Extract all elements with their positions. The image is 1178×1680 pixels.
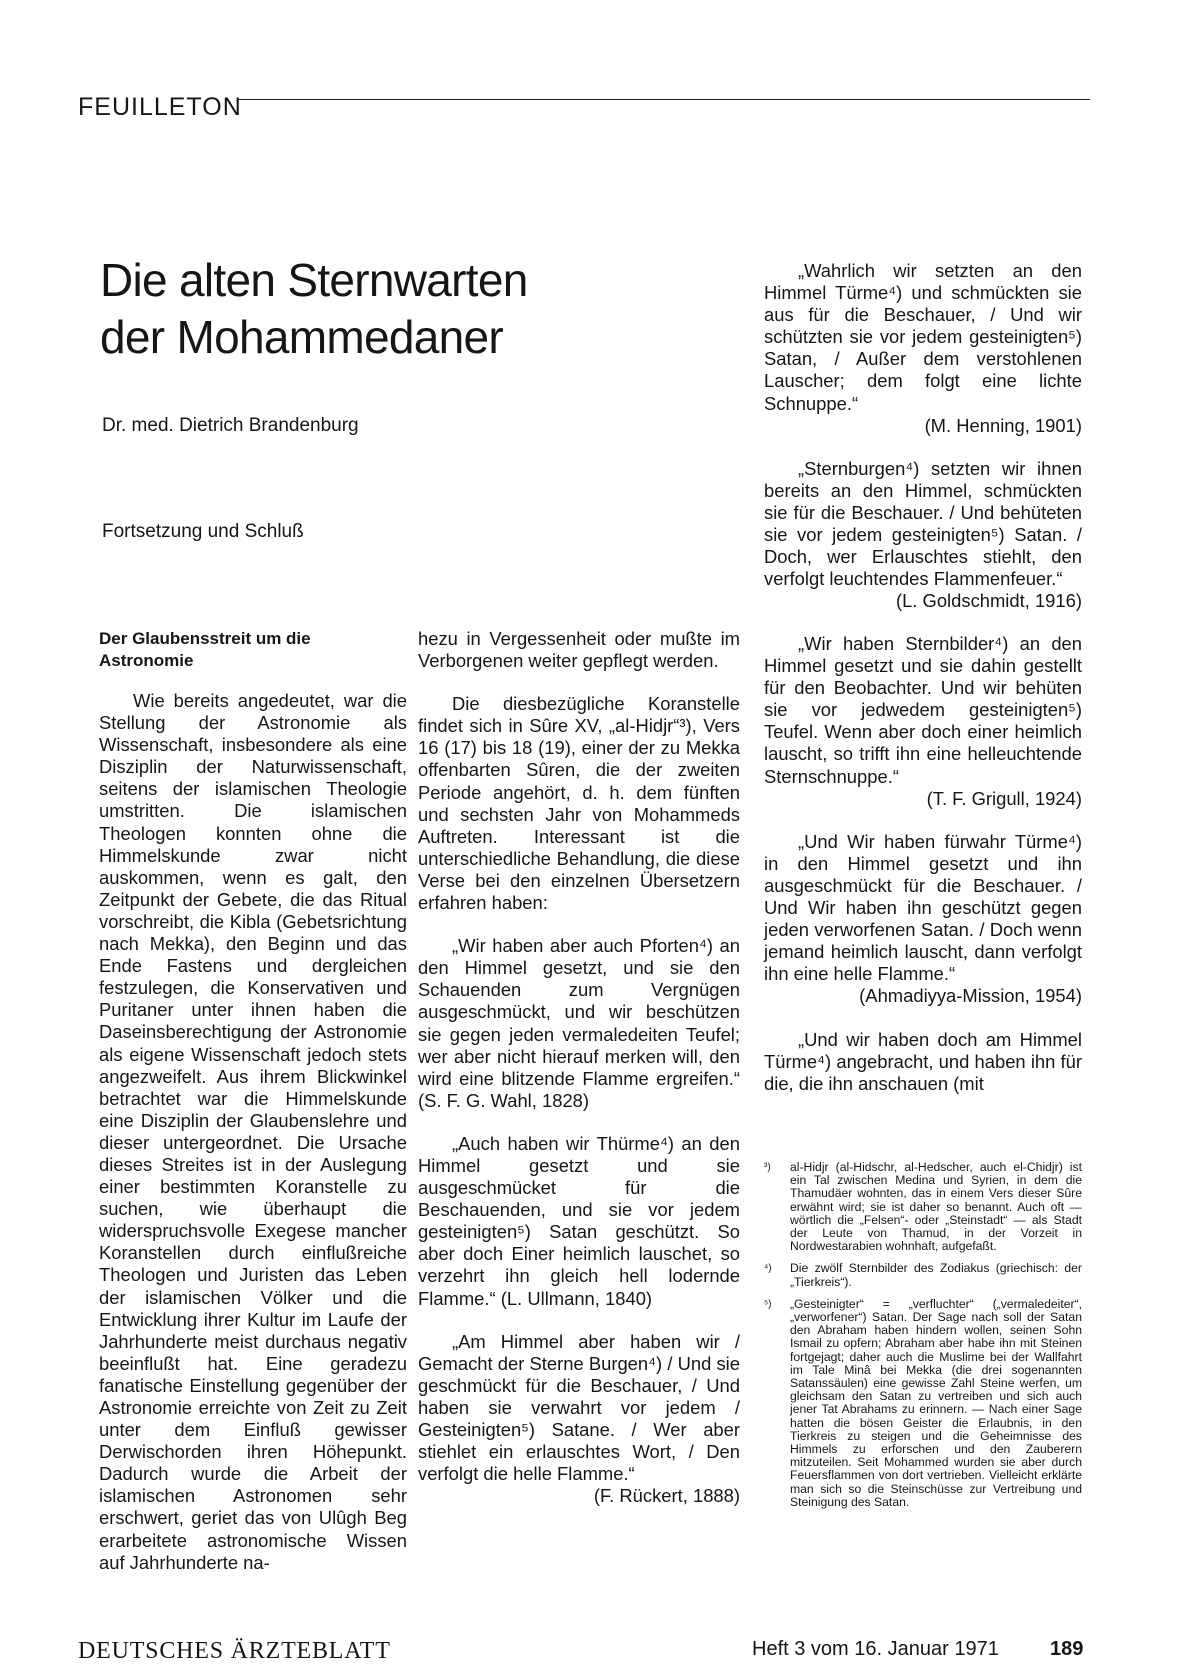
quotation: „Am Himmel aber haben wir / Gemacht der Sterne Burgen⁴) / Und sie geschmückt für die Beschauer, / Und haben sie verwahrt vor jedem / Gesteinigten⁵) Satane. / Wer aber stiehlet ein erlauschtes Wort, / Den verfolgt die helle Flamme.“ (418, 1330, 740, 1485)
article-title (100, 252, 660, 366)
text-column-2 (418, 628, 740, 1507)
paragraph: hezu in Vergessenheit oder mußte im Verborgenen weiter gepflegt werden. (418, 628, 740, 672)
footnote-mark: ⁵) (764, 1298, 772, 1310)
footnote (764, 1262, 1082, 1288)
footnote (764, 1161, 1082, 1253)
quotation: „Sternburgen⁴) setzten wir ihnen bereits an den Himmel, schmückten sie für die Beschauer. / Und behüteten sie vor jedem gesteinigten⁵) Satan. / Doch, wer Erlauschtes stiehlt, den verfolgt leuchtendes Flammenfeuer.“ (764, 457, 1082, 590)
footnote-text: „Gesteinigter“ = „verfluchter“ („vermaledeiter“, „verworfener“) Satan. Der Sage nach soll der Satan den Abraham haben hindern wollen, seinen Sohn Ismail zu opfern; Abraham aber habe ihn mit Steinen fortgejagt; daher auch die Muslime bei der Wallfahrt im Tale Minâ bei Mekka (die drei sogenannten Satanssäulen) eine gewisse Zahl Steine werfen, um gleichsam den Satan zu vertreiben und sich auch jener Tat Abrahams zu erinnern. — Nach einer Sage hatten die bösen Geister die Erlaubnis, in den Tierkreis zu steigen und die Geheimnisse des Himmels zu erforschen und den Zauberern mitzuteilen. Seit Mohammed wurden sie aber durch Feuersflammen von dort vertrieben. Vielleicht erklärte man sich so die Steinschüsse zur Vertreibung und Steinigung des Satan. (790, 1296, 1082, 1509)
subheading: Der Glaubensstreit um die Astronomie (99, 629, 311, 670)
quotation-citation: (M. Henning, 1901) (924, 414, 1082, 436)
footnote-text: al-Hidjr (al-Hidschr, al-Hedscher, auch el-Chidjr) ist ein Tal zwischen Medina und Syrien, in dem die Thamudäer wohnten, das in einem Vers dieser Sûre erwähnt wird; sie ist daher so benannt. Auch oft — wörtlich die „Felsen“- oder „Steinstadt“ — als Stadt der Leute von Thamud, in der Vorzeit in Nordwestarabien wohnhaft, aufgefaßt. (790, 1160, 1082, 1254)
quotation-citation: (T. F. Grigull, 1924) (926, 787, 1082, 809)
page-number: 189 (1050, 1638, 1084, 1660)
article-title-line-1: Die alten Sternwarten (100, 254, 528, 306)
quotation-citation: (L. Goldschmidt, 1916) (895, 590, 1082, 612)
continuation-note: Fortsetzung und Schluß (102, 521, 304, 542)
quotation: „Und Wir haben fürwahr Türme⁴) in den Himmel gesetzt und ihn ausgeschmückt für die Beschauer. / Und Wir haben ihn geschützt gegen jeden verworfenen Satan. / Doch wenn jemand heimlich lauscht, dann verfolgt ihn eine helle Flamme.“ (764, 830, 1082, 985)
section-label: FEUILLETON (78, 93, 242, 121)
footnote-mark: ³) (764, 1162, 771, 1173)
quotation: „Und wir haben doch am Himmel Türme⁴) angebracht, und haben ihn für die, die ihn anschauen (mit (764, 1028, 1082, 1094)
author-byline: Dr. med. Dietrich Brandenburg (102, 415, 359, 436)
quotation-citation: (F. Rückert, 1888) (593, 1485, 740, 1507)
text-column-3 (764, 260, 1082, 612)
paragraph: Wie bereits angedeutet, war die Stellung der Astronomie als Wissenschaft, insbesondere als eine Disziplin der Naturwissenschaft, seitens der islamischen Theologie umstritten. Die islamischen Theologen konnten ohne die Himmelskunde zwar nicht auskommen, wenn es galt, den Zeitpunkt der Gebete, die das Ritual vorschreibt, die Kibla (Gebetsrichtung nach Mekka), den Beginn und das Ende Fastens und dergleichen festzulegen, die Konservativen und Puritaner unter ihnen haben die Daseinsberechtigung der Astronomie als eigene Wissenschaft jedoch stets angezweifelt. Aus ihrem Blickwinkel betrachtet war die Himmelskunde eine Disziplin der Glaubenslehre und dieser untergeordnet. Die Ursache dieses Streites ist in der Auslegung einer bestimmten Koranstelle zu suchen, wie überhaupt die widerspruchsvolle Exegese mancher Koranstellen durch einflußreiche Theologen und Juristen das Leben der islamischen Völker und die Entwicklung ihrer Kultur im Laufe der Jahrhunderte meist durchaus negativ beeinflußt hat. Eine geradezu fanatische Einstellung gegenüber der Astronomie erreichte von Zeit zu Zeit unter dem Einfluß gewisser Derwischorden ihren Höhepunkt. Dadurch wurde die Arbeit der islamischen Astronomen sehr erschwert, geriet das von Ulûgh Beg erarbeitete astronomische Wissen auf Jahrhunderte na- (99, 690, 407, 1573)
issue-info: Heft 3 vom 16. Januar 1971 (752, 1638, 999, 1660)
quotation: „Wir haben aber auch Pforten⁴) an den Himmel gesetzt, und sie den Schauenden zum Vergnügen ausgeschmückt, und wir beschützen sie gegen jeden vermaledeiten Teufel; wer aber nicht hierauf merken will, den wird eine blitzende Flamme ergreifen.“ (S. F. G. Wahl, 1828) (418, 935, 740, 1111)
footnotes (764, 1161, 1082, 1518)
paragraph: Die diesbezügliche Koranstelle findet sich in Sûre XV, „al-Hidjr“³), Vers 16 (17) bis 18 (19), einer der zu Mekka offenbarten Sûren, die der zweiten Periode angehört, d. h. dem fünften und sechsten Jahr von Mohammeds Auftreten. Interessant ist die unterschiedliche Behandlung, die diese Verse bei den einzelnen Übersetzern erfahren haben: (418, 693, 740, 914)
header-rule (238, 99, 1090, 100)
text-column-1 (99, 628, 407, 1574)
quotation: „Auch haben wir Thürme⁴) an den Himmel gesetzt und sie ausgeschmücket für die Beschauenden, und sie vor jedem gesteinigten⁵) Satan geschützt. So aber doch Einer heimlich lauschet, so verzehrt ihn gleich hell lodernde Flamme.“ (L. Ullmann, 1840) (418, 1132, 740, 1309)
text-column-4 (764, 633, 1082, 1095)
quotation-citation: (Ahmadiyya-Mission, 1954) (859, 985, 1082, 1007)
journal-masthead: DEUTSCHES ÄRZTEBLATT (78, 1638, 391, 1664)
quotation: „Wahrlich wir setzten an den Himmel Türme⁴) und schmückten sie aus für die Beschauer, / Und wir schützten sie vor jedem gesteinigten⁵) Satan, / Außer dem verstohlenen Lauscher; dem folgt eine lichte Schnuppe.“ (764, 260, 1082, 414)
article-title-line-2: der Mohammedaner (100, 311, 504, 363)
footnote (764, 1298, 1082, 1509)
footnote-text: Die zwölf Sternbilder des Zodiakus (griechisch: der „Tierkreis“). (790, 1261, 1082, 1289)
footnote-mark: ⁴) (764, 1263, 772, 1275)
quotation: „Wir haben Sternbilder⁴) an den Himmel gesetzt und sie dahin gestellt für den Beobachter. Und wir behüten sie vor jedwedem gesteinigten⁵) Teufel. Wenn aber doch einer heimlich lauscht, so trifft ihn eine helleuchtende Sternschnuppe.“ (764, 633, 1082, 787)
